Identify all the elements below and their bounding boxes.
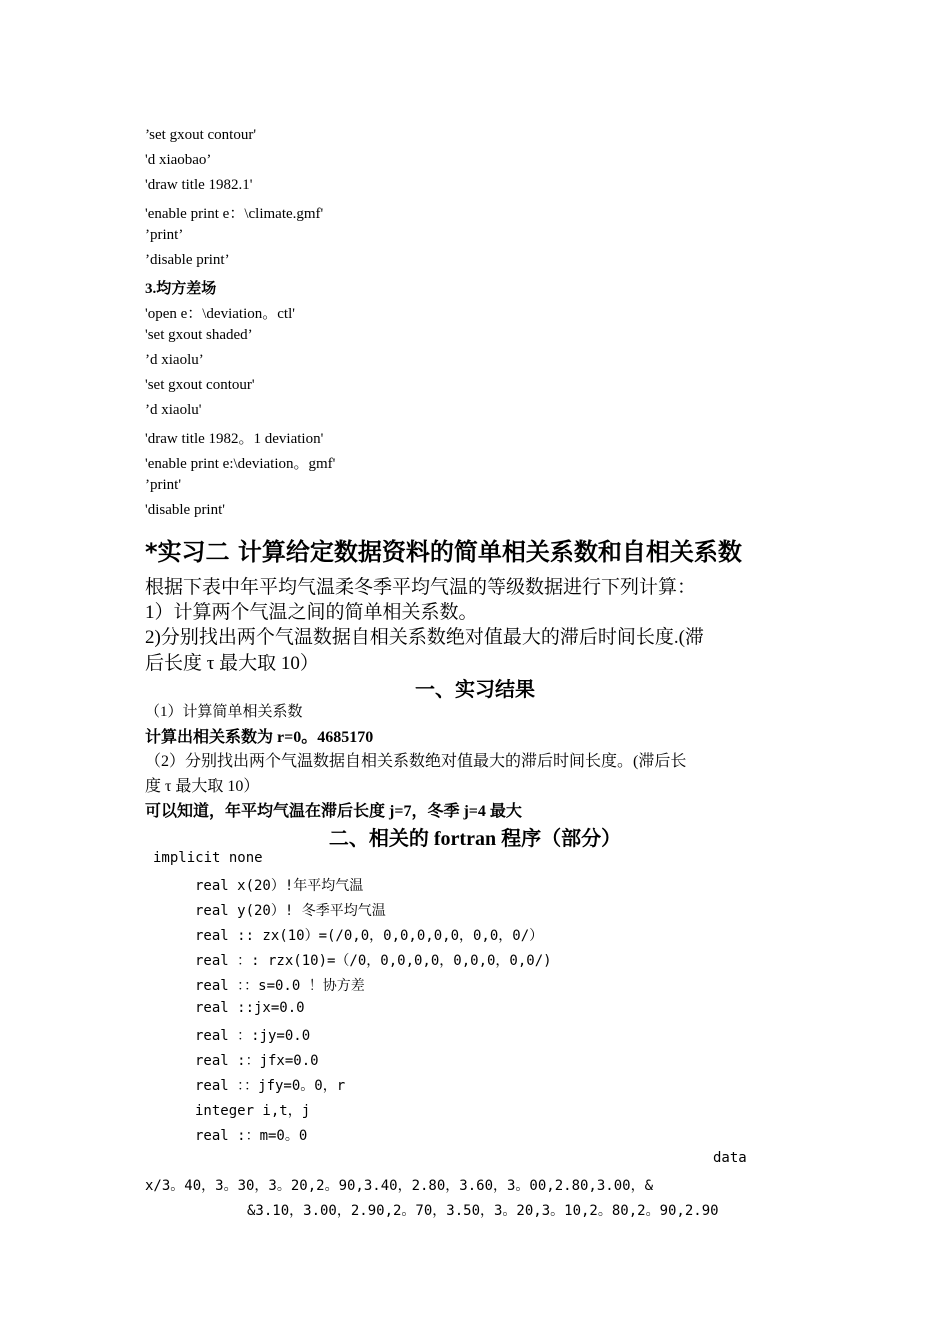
script-line: 'draw title 1982。1 deviation' [145,431,324,447]
result-item: （1）计算简单相关系数 [145,704,303,720]
code-line: real x(20）!年平均气温 [195,878,364,894]
code-line: integer i,t，j [195,1103,311,1119]
code-line: &3.10，3.00，2.90,2。70，3.50，3。20,3。10,2。80,2。90,2.90 [247,1203,719,1219]
script-line: 'open e：\deviation。ctl' [145,306,295,322]
intro-line: 根据下表中年平均气温柔冬季平均气温的等级数据进行下列计算： [145,577,697,598]
code-line: real ：: rzx(10)=（/0，0,0,0,0，0,0,0，0,0/) [195,953,552,969]
section-title: 3.均方差场 [145,281,217,297]
code-line: real :：m=0。0 [195,1128,308,1144]
script-line: ’disable print’ [145,252,230,268]
result-answer: 计算出相关系数为 r=0。4685170 [145,729,374,746]
code-line: real y(20）! 冬季平均气温 [195,903,386,919]
script-line: 'set gxout shaded’ [145,327,253,343]
script-line: ’print' [145,477,182,493]
script-line: 'draw title 1982.1' [145,177,253,193]
script-line: 'enable print e：\climate.gmf' [145,206,324,222]
code-line: x/3。40，3。30，3。20,2。90,3.40，2.80，3.60，3。00,2.80,3.00，& [145,1178,654,1194]
code-data-keyword: data [713,1150,747,1166]
code-line: real ：：jfy=0。0，r [195,1078,346,1094]
code-line: implicit none [153,850,263,866]
script-line: ’set gxout contour' [145,127,257,143]
script-line: ’d xiaolu' [145,402,202,418]
code-line: real ：：s=0.0 ！协方差 [195,978,365,994]
script-line: 'd xiaobao’ [145,152,212,168]
code-line: real ::jx=0.0 [195,1000,305,1016]
script-line: 'set gxout contour' [145,377,255,393]
code-line: real :: zx(10）=(/0,0，0,0,0,0,0，0,0，0/） [195,928,544,944]
result-item: 度 τ 最大取 10） [145,778,260,795]
intro-line: 2)分别找出两个气温数据自相关系数绝对值最大的滞后时间长度.(滞 [145,627,704,648]
result-heading: 一、实习结果 [415,679,535,701]
code-line: real ：:jy=0.0 [195,1028,311,1044]
intro-line: 1）计算两个气温之间的简单相关系数。 [145,602,478,623]
script-line: 'disable print' [145,502,225,518]
script-line: ’d xiaolu’ [145,352,204,368]
practice-title: *实习二 计算给定数据资料的简单相关系数和自相关系数 [145,538,742,566]
intro-line: 后长度 τ 最大取 10） [145,653,319,674]
result-answer: 可以知道，年平均气温在滞后长度 j=7，冬季 j=4 最大 [145,803,522,820]
result-item: （2）分别找出两个气温数据自相关系数绝对值最大的滞后时间长度。(滞后长 [145,753,687,770]
script-line: ’print’ [145,227,184,243]
program-heading: 二、相关的 fortran 程序（部分） [328,828,622,850]
code-line: real :：jfx=0.0 [195,1053,319,1069]
script-line: 'enable print e:\deviation。gmf' [145,456,336,472]
